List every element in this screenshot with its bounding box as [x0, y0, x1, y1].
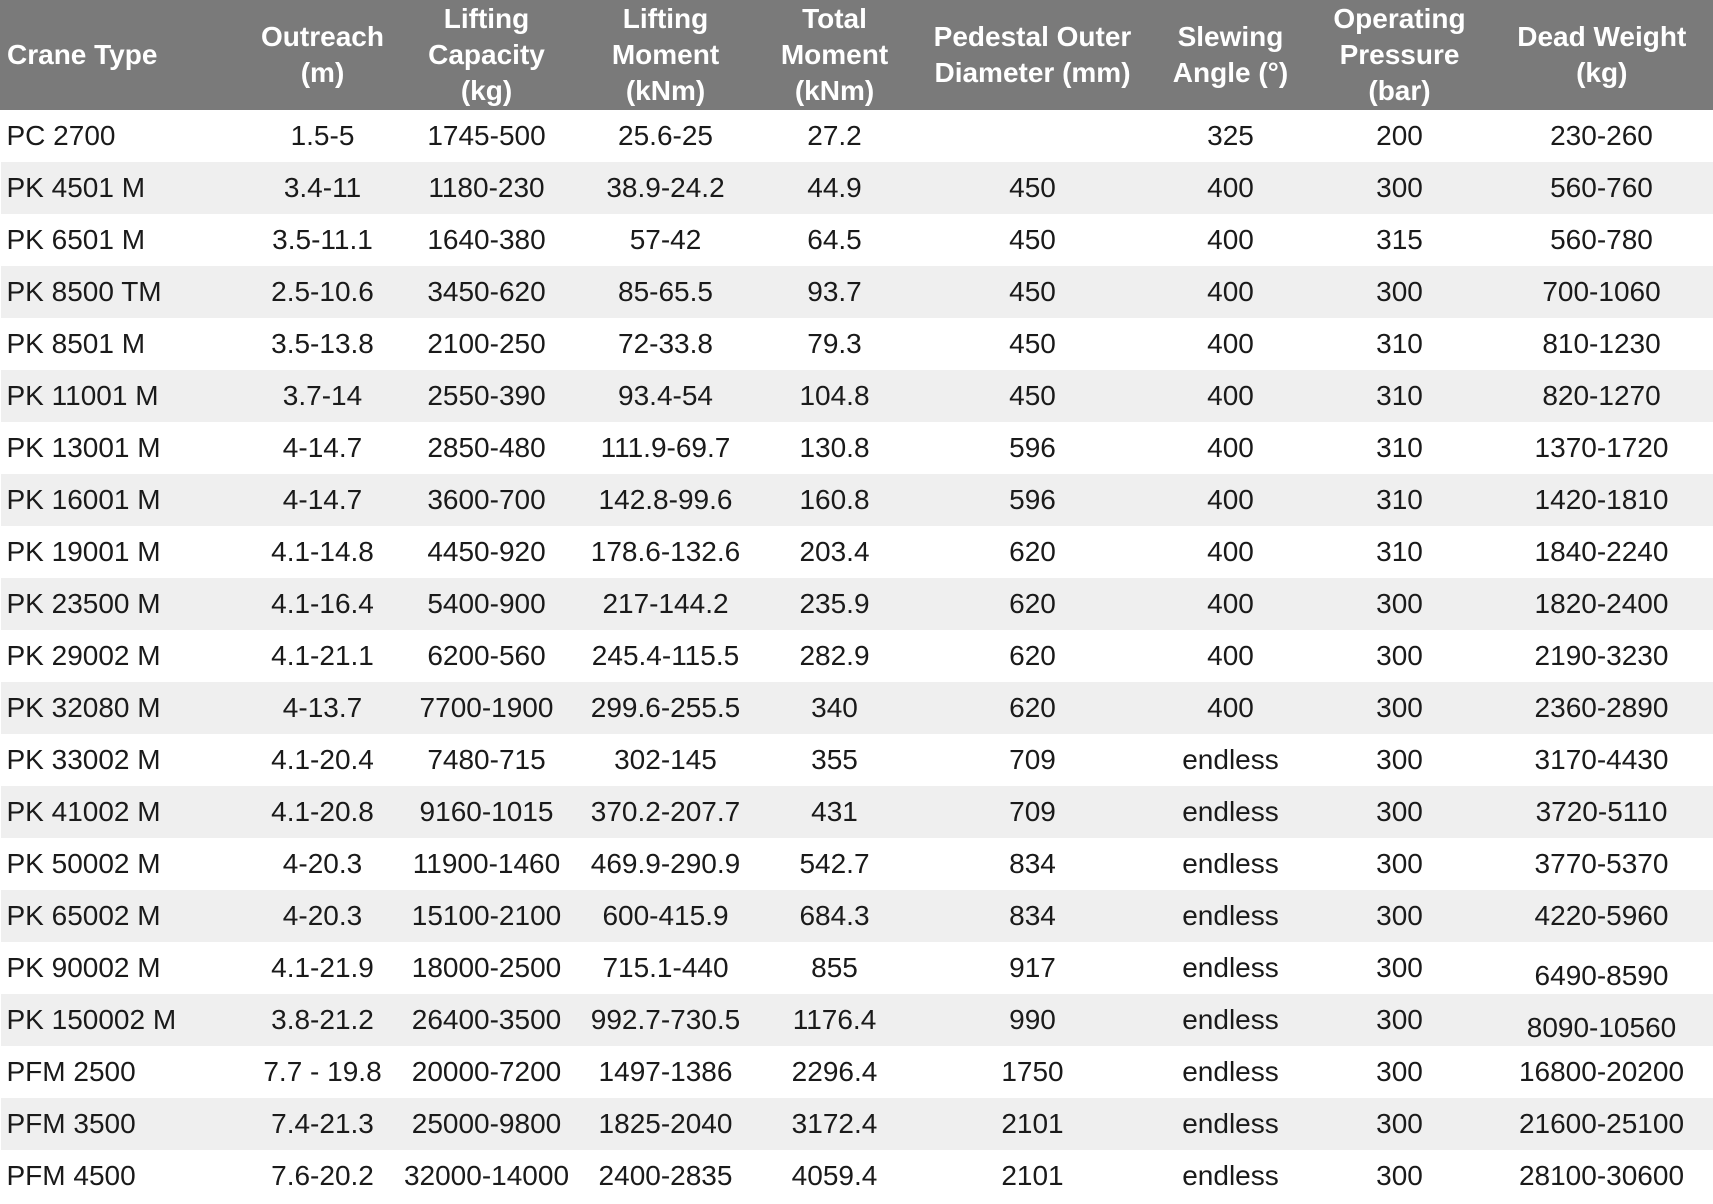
column-header: Lifting Moment (kNm)	[576, 0, 756, 110]
table-cell: 620	[914, 630, 1152, 682]
table-cell: 3720-5110	[1490, 786, 1713, 838]
table-cell: 4059.4	[756, 1150, 914, 1202]
table-cell: 302-145	[576, 734, 756, 786]
column-header: Lifting Capacity (kg)	[398, 0, 576, 110]
table-cell: 28100-30600	[1490, 1150, 1713, 1202]
table-cell: 230-260	[1490, 110, 1713, 162]
table-row	[1, 1098, 1713, 1150]
table-cell: 4450-920	[398, 526, 576, 578]
table-cell: 4.1-14.8	[248, 526, 398, 578]
table-cell: 2296.4	[756, 1046, 914, 1098]
table-cell: 3450-620	[398, 266, 576, 318]
table-cell: 217-144.2	[576, 578, 756, 630]
table-body	[1, 110, 1713, 1202]
table-cell: 26400-3500	[398, 994, 576, 1046]
table-cell: 300	[1310, 786, 1490, 838]
table-cell: 400	[1152, 370, 1310, 422]
table-cell: 300	[1310, 162, 1490, 214]
table-cell: 4-20.3	[248, 890, 398, 942]
table-row	[1, 110, 1713, 162]
column-header: Outreach (m)	[248, 0, 398, 110]
table-cell: PK 4501 M	[1, 162, 248, 214]
table-cell: 1.5-5	[248, 110, 398, 162]
table-cell: 400	[1152, 578, 1310, 630]
table-cell: 2101	[914, 1150, 1152, 1202]
table-cell: 310	[1310, 526, 1490, 578]
table-cell: 2.5-10.6	[248, 266, 398, 318]
table-cell: endless	[1152, 1150, 1310, 1202]
table-cell: 4.1-16.4	[248, 578, 398, 630]
table-cell: 4.1-20.4	[248, 734, 398, 786]
table-row	[1, 682, 1713, 734]
table-row	[1, 942, 1713, 994]
table-cell: 700-1060	[1490, 266, 1713, 318]
table-cell: 300	[1310, 994, 1490, 1046]
table-cell: 18000-2500	[398, 942, 576, 994]
table-cell: 300	[1310, 1098, 1490, 1150]
table-cell: 834	[914, 838, 1152, 890]
table-cell: 7480-715	[398, 734, 576, 786]
table-cell: 560-780	[1490, 214, 1713, 266]
table-cell: 355	[756, 734, 914, 786]
table-row	[1, 474, 1713, 526]
table-cell: 57-42	[576, 214, 756, 266]
column-header: Pedestal Outer Diameter (mm)	[914, 0, 1152, 110]
table-cell: 300	[1310, 682, 1490, 734]
table-cell: 3.4-11	[248, 162, 398, 214]
table-cell: 1825-2040	[576, 1098, 756, 1150]
table-cell: endless	[1152, 1098, 1310, 1150]
table-cell: PK 50002 M	[1, 838, 248, 890]
table-cell: PK 11001 M	[1, 370, 248, 422]
table-cell: 25.6-25	[576, 110, 756, 162]
table-cell: 11900-1460	[398, 838, 576, 890]
table-cell: PK 8501 M	[1, 318, 248, 370]
table-cell: PK 90002 M	[1, 942, 248, 994]
table-cell: 3.8-21.2	[248, 994, 398, 1046]
table-cell: 400	[1152, 214, 1310, 266]
table-cell: 25000-9800	[398, 1098, 576, 1150]
table-cell: 596	[914, 474, 1152, 526]
table-cell: 1180-230	[398, 162, 576, 214]
table-cell: 600-415.9	[576, 890, 756, 942]
table-cell: 3172.4	[756, 1098, 914, 1150]
table-cell: 203.4	[756, 526, 914, 578]
table-cell: 684.3	[756, 890, 914, 942]
table-cell: 16800-20200	[1490, 1046, 1713, 1098]
column-header: Crane Type	[1, 0, 248, 110]
table-cell: 992.7-730.5	[576, 994, 756, 1046]
table-cell: 560-760	[1490, 162, 1713, 214]
table-cell: 142.8-99.6	[576, 474, 756, 526]
table-cell: endless	[1152, 994, 1310, 1046]
table-row	[1, 578, 1713, 630]
table-cell: 325	[1152, 110, 1310, 162]
table-cell: 400	[1152, 318, 1310, 370]
table-cell: 64.5	[756, 214, 914, 266]
table-cell: 300	[1310, 578, 1490, 630]
table-cell: 2100-250	[398, 318, 576, 370]
table-cell: 3770-5370	[1490, 838, 1713, 890]
table-cell: 245.4-115.5	[576, 630, 756, 682]
table-cell: 4.1-20.8	[248, 786, 398, 838]
table-cell: 3170-4430	[1490, 734, 1713, 786]
table-cell: 450	[914, 370, 1152, 422]
table-cell: PK 8500 TM	[1, 266, 248, 318]
table-cell: 620	[914, 682, 1152, 734]
table-cell: 917	[914, 942, 1152, 994]
table-row	[1, 630, 1713, 682]
table-cell: endless	[1152, 786, 1310, 838]
table-cell: 2550-390	[398, 370, 576, 422]
table-cell: 1640-380	[398, 214, 576, 266]
table-cell: endless	[1152, 942, 1310, 994]
table-row	[1, 994, 1713, 1046]
table-cell: 111.9-69.7	[576, 422, 756, 474]
table-cell: 6490-8590	[1490, 942, 1713, 994]
table-cell: 1820-2400	[1490, 578, 1713, 630]
table-cell: 300	[1310, 734, 1490, 786]
table-cell: 620	[914, 578, 1152, 630]
table-cell: 5400-900	[398, 578, 576, 630]
table-row	[1, 786, 1713, 838]
table-cell: PK 23500 M	[1, 578, 248, 630]
table-cell: 310	[1310, 318, 1490, 370]
table-cell: 3.5-13.8	[248, 318, 398, 370]
table-cell: 400	[1152, 682, 1310, 734]
table-cell: 4-20.3	[248, 838, 398, 890]
table-cell: PK 13001 M	[1, 422, 248, 474]
table-cell: 8090-10560	[1490, 994, 1713, 1046]
table-cell: 4-13.7	[248, 682, 398, 734]
table-cell: 855	[756, 942, 914, 994]
table-cell: 2850-480	[398, 422, 576, 474]
table-row	[1, 890, 1713, 942]
table-cell: 1497-1386	[576, 1046, 756, 1098]
table-cell: 72-33.8	[576, 318, 756, 370]
table-cell: 709	[914, 786, 1152, 838]
table-cell: 1745-500	[398, 110, 576, 162]
table-cell: 340	[756, 682, 914, 734]
table-cell: 3600-700	[398, 474, 576, 526]
table-cell: 834	[914, 890, 1152, 942]
table-cell: PK 41002 M	[1, 786, 248, 838]
table-cell: 93.4-54	[576, 370, 756, 422]
table-cell: PK 16001 M	[1, 474, 248, 526]
table-row	[1, 526, 1713, 578]
table-cell: 7.6-20.2	[248, 1150, 398, 1202]
table-cell: 300	[1310, 1046, 1490, 1098]
table-cell: endless	[1152, 1046, 1310, 1098]
table-cell: 450	[914, 266, 1152, 318]
table-cell: 300	[1310, 630, 1490, 682]
table-cell: 810-1230	[1490, 318, 1713, 370]
table-cell: 15100-2100	[398, 890, 576, 942]
table-cell: 79.3	[756, 318, 914, 370]
table-cell: 4220-5960	[1490, 890, 1713, 942]
table-cell: PK 6501 M	[1, 214, 248, 266]
table-cell: 104.8	[756, 370, 914, 422]
table-cell: 450	[914, 214, 1152, 266]
table-cell: 130.8	[756, 422, 914, 474]
column-header: Slewing Angle (°)	[1152, 0, 1310, 110]
table-row	[1, 318, 1713, 370]
table-row	[1, 838, 1713, 890]
table-row	[1, 1046, 1713, 1098]
table-cell: 300	[1310, 942, 1490, 994]
table-cell: 300	[1310, 890, 1490, 942]
table-cell: 178.6-132.6	[576, 526, 756, 578]
table-cell: 469.9-290.9	[576, 838, 756, 890]
table-cell: 620	[914, 526, 1152, 578]
table-cell: 450	[914, 162, 1152, 214]
table-cell: 4-14.7	[248, 422, 398, 474]
table-row	[1, 370, 1713, 422]
table-cell: 990	[914, 994, 1152, 1046]
table-cell: 300	[1310, 838, 1490, 890]
table-cell: 160.8	[756, 474, 914, 526]
table-cell: 3.7-14	[248, 370, 398, 422]
table-cell: endless	[1152, 890, 1310, 942]
table-cell: PK 29002 M	[1, 630, 248, 682]
table-row	[1, 214, 1713, 266]
table-cell: 4.1-21.1	[248, 630, 398, 682]
table-cell: 310	[1310, 474, 1490, 526]
table-cell: endless	[1152, 734, 1310, 786]
table-cell: 450	[914, 318, 1152, 370]
table-cell: 20000-7200	[398, 1046, 576, 1098]
table-cell: PFM 2500	[1, 1046, 248, 1098]
header-row	[1, 0, 1713, 110]
table-row	[1, 734, 1713, 786]
table-cell: 235.9	[756, 578, 914, 630]
column-header: Total Moment (kNm)	[756, 0, 914, 110]
table-cell: 6200-560	[398, 630, 576, 682]
table-cell: 310	[1310, 422, 1490, 474]
table-cell: 1370-1720	[1490, 422, 1713, 474]
table-cell: PFM 3500	[1, 1098, 248, 1150]
table-row	[1, 422, 1713, 474]
column-header: Dead Weight (kg)	[1490, 0, 1713, 110]
table-cell: 400	[1152, 266, 1310, 318]
table-cell: PFM 4500	[1, 1150, 248, 1202]
table-cell: 400	[1152, 630, 1310, 682]
table-cell: 300	[1310, 1150, 1490, 1202]
table-cell: 93.7	[756, 266, 914, 318]
table-cell: 1420-1810	[1490, 474, 1713, 526]
table-cell: PK 33002 M	[1, 734, 248, 786]
table-cell: endless	[1152, 838, 1310, 890]
table-cell: 820-1270	[1490, 370, 1713, 422]
table-cell: 2190-3230	[1490, 630, 1713, 682]
table-cell: 38.9-24.2	[576, 162, 756, 214]
table-cell: 596	[914, 422, 1152, 474]
table-cell: 315	[1310, 214, 1490, 266]
table-cell: 9160-1015	[398, 786, 576, 838]
table-header	[1, 0, 1713, 110]
table-cell: 7700-1900	[398, 682, 576, 734]
table-cell: 715.1-440	[576, 942, 756, 994]
table-cell: PK 65002 M	[1, 890, 248, 942]
table-cell: 1176.4	[756, 994, 914, 1046]
table-cell: 200	[1310, 110, 1490, 162]
table-cell: 542.7	[756, 838, 914, 890]
table-cell: 21600-25100	[1490, 1098, 1713, 1150]
table-cell: 431	[756, 786, 914, 838]
table-cell: PC 2700	[1, 110, 248, 162]
table-cell: 32000-14000	[398, 1150, 576, 1202]
table-row	[1, 1150, 1713, 1202]
column-header: Operating Pressure (bar)	[1310, 0, 1490, 110]
table-cell: 44.9	[756, 162, 914, 214]
table-cell: 310	[1310, 370, 1490, 422]
table-cell: 300	[1310, 266, 1490, 318]
table-cell: 7.7 - 19.8	[248, 1046, 398, 1098]
table-cell: 85-65.5	[576, 266, 756, 318]
table-cell: 4-14.7	[248, 474, 398, 526]
table-cell: PK 19001 M	[1, 526, 248, 578]
table-cell: 27.2	[756, 110, 914, 162]
table-cell: 370.2-207.7	[576, 786, 756, 838]
table-cell: 400	[1152, 474, 1310, 526]
table-cell: 1750	[914, 1046, 1152, 1098]
table-cell: 3.5-11.1	[248, 214, 398, 266]
table-row	[1, 162, 1713, 214]
table-cell: 709	[914, 734, 1152, 786]
table-cell: PK 32080 M	[1, 682, 248, 734]
table-cell: 2101	[914, 1098, 1152, 1150]
table-cell	[914, 110, 1152, 162]
table-row	[1, 266, 1713, 318]
table-cell: 2400-2835	[576, 1150, 756, 1202]
table-cell: PK 150002 M	[1, 994, 248, 1046]
table-cell: 400	[1152, 162, 1310, 214]
table-cell: 7.4-21.3	[248, 1098, 398, 1150]
table-cell: 400	[1152, 422, 1310, 474]
table-cell: 299.6-255.5	[576, 682, 756, 734]
table-cell: 282.9	[756, 630, 914, 682]
table-cell: 4.1-21.9	[248, 942, 398, 994]
table-cell: 400	[1152, 526, 1310, 578]
table-cell: 1840-2240	[1490, 526, 1713, 578]
table-cell: 2360-2890	[1490, 682, 1713, 734]
